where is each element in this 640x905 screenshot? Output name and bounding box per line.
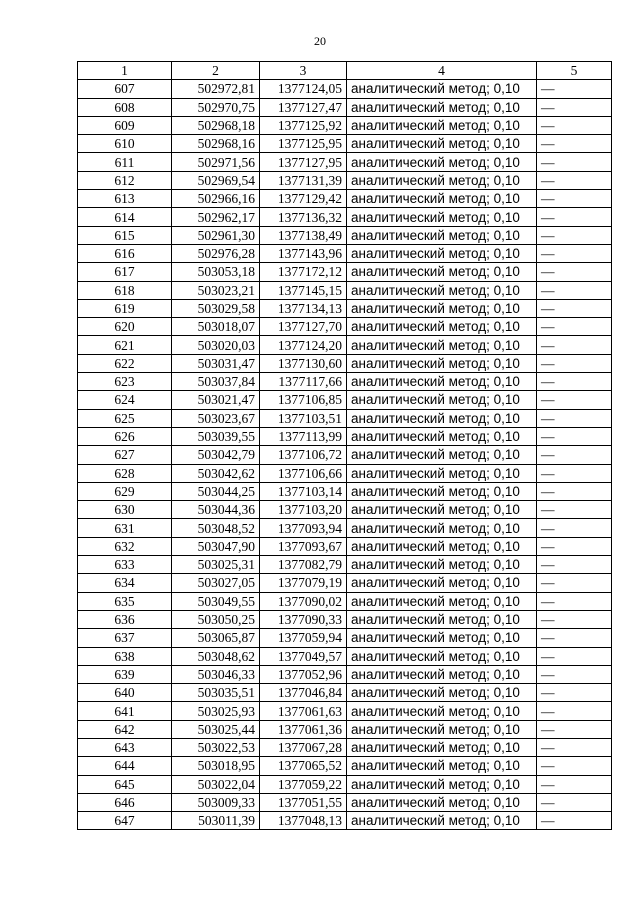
- x-coordinate-cell: 503048,62: [172, 647, 260, 665]
- description-cell: —: [537, 775, 612, 793]
- method-accuracy-cell: аналитический метод; 0,10: [347, 263, 537, 281]
- table-row: [78, 446, 612, 464]
- table-row: [78, 208, 612, 226]
- y-coordinate-cell: 1377103,51: [260, 409, 347, 427]
- x-coordinate-cell: 503018,07: [172, 318, 260, 336]
- method-accuracy-cell: аналитический метод; 0,10: [347, 208, 537, 226]
- y-coordinate-cell: 1377046,84: [260, 684, 347, 702]
- point-number-cell: 625: [78, 409, 172, 427]
- table-row: [78, 226, 612, 244]
- x-coordinate-cell: 503044,36: [172, 501, 260, 519]
- x-coordinate-cell: 503039,55: [172, 427, 260, 445]
- description-cell: —: [537, 757, 612, 775]
- description-cell: —: [537, 610, 612, 628]
- x-coordinate-cell: 503031,47: [172, 354, 260, 372]
- description-cell: —: [537, 299, 612, 317]
- method-accuracy-cell: аналитический метод; 0,10: [347, 299, 537, 317]
- x-coordinate-cell: 503065,87: [172, 629, 260, 647]
- x-coordinate-cell: 503042,62: [172, 464, 260, 482]
- description-cell: —: [537, 409, 612, 427]
- y-coordinate-cell: 1377131,39: [260, 171, 347, 189]
- y-coordinate-cell: 1377065,52: [260, 757, 347, 775]
- x-coordinate-cell: 503025,44: [172, 720, 260, 738]
- description-cell: —: [537, 793, 612, 811]
- y-coordinate-cell: 1377106,85: [260, 391, 347, 409]
- point-number-cell: 623: [78, 373, 172, 391]
- method-accuracy-cell: аналитический метод; 0,10: [347, 135, 537, 153]
- table-row: [78, 80, 612, 98]
- table-row: [78, 629, 612, 647]
- table-row: [78, 135, 612, 153]
- method-accuracy-cell: аналитический метод; 0,10: [347, 501, 537, 519]
- point-number-cell: 621: [78, 336, 172, 354]
- x-coordinate-cell: 502968,16: [172, 135, 260, 153]
- table-row: [78, 702, 612, 720]
- description-cell: —: [537, 629, 612, 647]
- table-row: [78, 263, 612, 281]
- y-coordinate-cell: 1377093,94: [260, 519, 347, 537]
- method-accuracy-cell: аналитический метод; 0,10: [347, 153, 537, 171]
- point-number-cell: 614: [78, 208, 172, 226]
- table-row: [78, 720, 612, 738]
- method-accuracy-cell: аналитический метод; 0,10: [347, 793, 537, 811]
- point-number-cell: 619: [78, 299, 172, 317]
- table-row: [78, 738, 612, 756]
- description-cell: —: [537, 519, 612, 537]
- point-number-cell: 613: [78, 190, 172, 208]
- x-coordinate-cell: 503044,25: [172, 482, 260, 500]
- y-coordinate-cell: 1377124,05: [260, 80, 347, 98]
- point-number-cell: 631: [78, 519, 172, 537]
- method-accuracy-cell: аналитический метод; 0,10: [347, 482, 537, 500]
- table-row: [78, 464, 612, 482]
- table-row: [78, 354, 612, 372]
- method-accuracy-cell: аналитический метод; 0,10: [347, 281, 537, 299]
- method-accuracy-cell: аналитический метод; 0,10: [347, 665, 537, 683]
- method-accuracy-cell: аналитический метод; 0,10: [347, 354, 537, 372]
- table-row: [78, 318, 612, 336]
- point-number-cell: 636: [78, 610, 172, 628]
- point-number-cell: 626: [78, 427, 172, 445]
- method-accuracy-cell: аналитический метод; 0,10: [347, 519, 537, 537]
- description-cell: —: [537, 501, 612, 519]
- description-cell: —: [537, 98, 612, 116]
- point-number-cell: 630: [78, 501, 172, 519]
- description-cell: —: [537, 135, 612, 153]
- table-row: [78, 501, 612, 519]
- point-number-cell: 633: [78, 556, 172, 574]
- description-cell: —: [537, 244, 612, 262]
- method-accuracy-cell: аналитический метод; 0,10: [347, 391, 537, 409]
- y-coordinate-cell: 1377172,12: [260, 263, 347, 281]
- table-row: [78, 171, 612, 189]
- description-cell: —: [537, 391, 612, 409]
- description-cell: —: [537, 446, 612, 464]
- y-coordinate-cell: 1377106,72: [260, 446, 347, 464]
- description-cell: —: [537, 702, 612, 720]
- y-coordinate-cell: 1377061,36: [260, 720, 347, 738]
- y-coordinate-cell: 1377048,13: [260, 812, 347, 830]
- table-row: [78, 373, 612, 391]
- x-coordinate-cell: 503037,84: [172, 373, 260, 391]
- y-coordinate-cell: 1377090,02: [260, 592, 347, 610]
- point-number-cell: 641: [78, 702, 172, 720]
- point-number-cell: 643: [78, 738, 172, 756]
- x-coordinate-cell: 503048,52: [172, 519, 260, 537]
- y-coordinate-cell: 1377145,15: [260, 281, 347, 299]
- x-coordinate-cell: 503053,18: [172, 263, 260, 281]
- point-number-cell: 609: [78, 116, 172, 134]
- point-number-cell: 617: [78, 263, 172, 281]
- description-cell: —: [537, 537, 612, 555]
- method-accuracy-cell: аналитический метод; 0,10: [347, 336, 537, 354]
- header-col-2: 2: [172, 62, 260, 80]
- table-row: [78, 757, 612, 775]
- x-coordinate-cell: 503035,51: [172, 684, 260, 702]
- table-row: [78, 574, 612, 592]
- point-number-cell: 632: [78, 537, 172, 555]
- x-coordinate-cell: 503022,53: [172, 738, 260, 756]
- point-number-cell: 627: [78, 446, 172, 464]
- y-coordinate-cell: 1377138,49: [260, 226, 347, 244]
- table-row: [78, 98, 612, 116]
- table-row: [78, 665, 612, 683]
- description-cell: —: [537, 318, 612, 336]
- point-number-cell: 642: [78, 720, 172, 738]
- table-row: [78, 684, 612, 702]
- point-number-cell: 610: [78, 135, 172, 153]
- description-cell: —: [537, 263, 612, 281]
- point-number-cell: 634: [78, 574, 172, 592]
- method-accuracy-cell: аналитический метод; 0,10: [347, 80, 537, 98]
- x-coordinate-cell: 503049,55: [172, 592, 260, 610]
- x-coordinate-cell: 503050,25: [172, 610, 260, 628]
- y-coordinate-cell: 1377090,33: [260, 610, 347, 628]
- table-row: [78, 281, 612, 299]
- table-row: [78, 610, 612, 628]
- x-coordinate-cell: 503023,67: [172, 409, 260, 427]
- description-cell: —: [537, 354, 612, 372]
- x-coordinate-cell: 502969,54: [172, 171, 260, 189]
- method-accuracy-cell: аналитический метод; 0,10: [347, 610, 537, 628]
- y-coordinate-cell: 1377103,14: [260, 482, 347, 500]
- coordinates-table: [77, 61, 612, 830]
- y-coordinate-cell: 1377103,20: [260, 501, 347, 519]
- y-coordinate-cell: 1377134,13: [260, 299, 347, 317]
- description-cell: —: [537, 574, 612, 592]
- description-cell: —: [537, 190, 612, 208]
- table-header-row: [78, 62, 612, 80]
- table-row: [78, 244, 612, 262]
- description-cell: —: [537, 592, 612, 610]
- table-row: [78, 427, 612, 445]
- table-body: [78, 62, 612, 830]
- table-row: [78, 299, 612, 317]
- y-coordinate-cell: 1377052,96: [260, 665, 347, 683]
- method-accuracy-cell: аналитический метод; 0,10: [347, 98, 537, 116]
- x-coordinate-cell: 503018,95: [172, 757, 260, 775]
- x-coordinate-cell: 502961,30: [172, 226, 260, 244]
- description-cell: —: [537, 171, 612, 189]
- point-number-cell: 620: [78, 318, 172, 336]
- description-cell: —: [537, 647, 612, 665]
- table-row: [78, 482, 612, 500]
- method-accuracy-cell: аналитический метод; 0,10: [347, 446, 537, 464]
- method-accuracy-cell: аналитический метод; 0,10: [347, 318, 537, 336]
- method-accuracy-cell: аналитический метод; 0,10: [347, 171, 537, 189]
- method-accuracy-cell: аналитический метод; 0,10: [347, 720, 537, 738]
- point-number-cell: 644: [78, 757, 172, 775]
- description-cell: —: [537, 812, 612, 830]
- description-cell: —: [537, 464, 612, 482]
- point-number-cell: 640: [78, 684, 172, 702]
- method-accuracy-cell: аналитический метод; 0,10: [347, 190, 537, 208]
- method-accuracy-cell: аналитический метод; 0,10: [347, 629, 537, 647]
- table-row: [78, 336, 612, 354]
- x-coordinate-cell: 502970,75: [172, 98, 260, 116]
- description-cell: —: [537, 226, 612, 244]
- method-accuracy-cell: аналитический метод; 0,10: [347, 684, 537, 702]
- point-number-cell: 638: [78, 647, 172, 665]
- method-accuracy-cell: аналитический метод; 0,10: [347, 757, 537, 775]
- description-cell: —: [537, 80, 612, 98]
- y-coordinate-cell: 1377143,96: [260, 244, 347, 262]
- y-coordinate-cell: 1377127,95: [260, 153, 347, 171]
- description-cell: —: [537, 336, 612, 354]
- table-row: [78, 592, 612, 610]
- x-coordinate-cell: 503023,21: [172, 281, 260, 299]
- y-coordinate-cell: 1377136,32: [260, 208, 347, 226]
- method-accuracy-cell: аналитический метод; 0,10: [347, 409, 537, 427]
- table-row: [78, 647, 612, 665]
- table-row: [78, 793, 612, 811]
- header-col-4: 4: [347, 62, 537, 80]
- method-accuracy-cell: аналитический метод; 0,10: [347, 116, 537, 134]
- y-coordinate-cell: 1377129,42: [260, 190, 347, 208]
- x-coordinate-cell: 503025,31: [172, 556, 260, 574]
- point-number-cell: 637: [78, 629, 172, 647]
- table-row: [78, 116, 612, 134]
- x-coordinate-cell: 503021,47: [172, 391, 260, 409]
- y-coordinate-cell: 1377127,70: [260, 318, 347, 336]
- description-cell: —: [537, 482, 612, 500]
- x-coordinate-cell: 502972,81: [172, 80, 260, 98]
- point-number-cell: 611: [78, 153, 172, 171]
- table-row: [78, 153, 612, 171]
- y-coordinate-cell: 1377117,66: [260, 373, 347, 391]
- point-number-cell: 629: [78, 482, 172, 500]
- method-accuracy-cell: аналитический метод; 0,10: [347, 556, 537, 574]
- description-cell: —: [537, 153, 612, 171]
- method-accuracy-cell: аналитический метод; 0,10: [347, 812, 537, 830]
- method-accuracy-cell: аналитический метод; 0,10: [347, 464, 537, 482]
- x-coordinate-cell: 503047,90: [172, 537, 260, 555]
- method-accuracy-cell: аналитический метод; 0,10: [347, 702, 537, 720]
- y-coordinate-cell: 1377130,60: [260, 354, 347, 372]
- description-cell: —: [537, 556, 612, 574]
- y-coordinate-cell: 1377106,66: [260, 464, 347, 482]
- table-row: [78, 391, 612, 409]
- y-coordinate-cell: 1377082,79: [260, 556, 347, 574]
- y-coordinate-cell: 1377059,94: [260, 629, 347, 647]
- method-accuracy-cell: аналитический метод; 0,10: [347, 738, 537, 756]
- y-coordinate-cell: 1377059,22: [260, 775, 347, 793]
- y-coordinate-cell: 1377125,95: [260, 135, 347, 153]
- y-coordinate-cell: 1377124,20: [260, 336, 347, 354]
- method-accuracy-cell: аналитический метод; 0,10: [347, 775, 537, 793]
- table-row: [78, 409, 612, 427]
- table-row: [78, 812, 612, 830]
- x-coordinate-cell: 503009,33: [172, 793, 260, 811]
- method-accuracy-cell: аналитический метод; 0,10: [347, 574, 537, 592]
- method-accuracy-cell: аналитический метод; 0,10: [347, 244, 537, 262]
- page-number: 20: [314, 34, 326, 48]
- point-number-cell: 608: [78, 98, 172, 116]
- x-coordinate-cell: 503025,93: [172, 702, 260, 720]
- point-number-cell: 607: [78, 80, 172, 98]
- table-row: [78, 519, 612, 537]
- x-coordinate-cell: 502962,17: [172, 208, 260, 226]
- y-coordinate-cell: 1377127,47: [260, 98, 347, 116]
- x-coordinate-cell: 503027,05: [172, 574, 260, 592]
- method-accuracy-cell: аналитический метод; 0,10: [347, 373, 537, 391]
- y-coordinate-cell: 1377051,55: [260, 793, 347, 811]
- method-accuracy-cell: аналитический метод; 0,10: [347, 592, 537, 610]
- y-coordinate-cell: 1377093,67: [260, 537, 347, 555]
- x-coordinate-cell: 503042,79: [172, 446, 260, 464]
- x-coordinate-cell: 503029,58: [172, 299, 260, 317]
- y-coordinate-cell: 1377061,63: [260, 702, 347, 720]
- header-col-5: 5: [537, 62, 612, 80]
- description-cell: —: [537, 373, 612, 391]
- point-number-cell: 622: [78, 354, 172, 372]
- y-coordinate-cell: 1377067,28: [260, 738, 347, 756]
- x-coordinate-cell: 503011,39: [172, 812, 260, 830]
- x-coordinate-cell: 502966,16: [172, 190, 260, 208]
- description-cell: —: [537, 281, 612, 299]
- y-coordinate-cell: 1377079,19: [260, 574, 347, 592]
- description-cell: —: [537, 720, 612, 738]
- x-coordinate-cell: 503020,03: [172, 336, 260, 354]
- x-coordinate-cell: 502976,28: [172, 244, 260, 262]
- point-number-cell: 645: [78, 775, 172, 793]
- x-coordinate-cell: 503046,33: [172, 665, 260, 683]
- table-row: [78, 556, 612, 574]
- method-accuracy-cell: аналитический метод; 0,10: [347, 647, 537, 665]
- header-col-1: 1: [78, 62, 172, 80]
- y-coordinate-cell: 1377125,92: [260, 116, 347, 134]
- description-cell: —: [537, 116, 612, 134]
- point-number-cell: 612: [78, 171, 172, 189]
- description-cell: —: [537, 208, 612, 226]
- point-number-cell: 615: [78, 226, 172, 244]
- x-coordinate-cell: 503022,04: [172, 775, 260, 793]
- method-accuracy-cell: аналитический метод; 0,10: [347, 226, 537, 244]
- point-number-cell: 646: [78, 793, 172, 811]
- header-col-3: 3: [260, 62, 347, 80]
- point-number-cell: 647: [78, 812, 172, 830]
- description-cell: —: [537, 684, 612, 702]
- method-accuracy-cell: аналитический метод; 0,10: [347, 427, 537, 445]
- point-number-cell: 624: [78, 391, 172, 409]
- description-cell: —: [537, 427, 612, 445]
- x-coordinate-cell: 502968,18: [172, 116, 260, 134]
- table-row: [78, 190, 612, 208]
- point-number-cell: 618: [78, 281, 172, 299]
- x-coordinate-cell: 502971,56: [172, 153, 260, 171]
- description-cell: —: [537, 665, 612, 683]
- y-coordinate-cell: 1377113,99: [260, 427, 347, 445]
- point-number-cell: 616: [78, 244, 172, 262]
- table-row: [78, 537, 612, 555]
- table-row: [78, 775, 612, 793]
- point-number-cell: 639: [78, 665, 172, 683]
- point-number-cell: 635: [78, 592, 172, 610]
- description-cell: —: [537, 738, 612, 756]
- y-coordinate-cell: 1377049,57: [260, 647, 347, 665]
- method-accuracy-cell: аналитический метод; 0,10: [347, 537, 537, 555]
- point-number-cell: 628: [78, 464, 172, 482]
